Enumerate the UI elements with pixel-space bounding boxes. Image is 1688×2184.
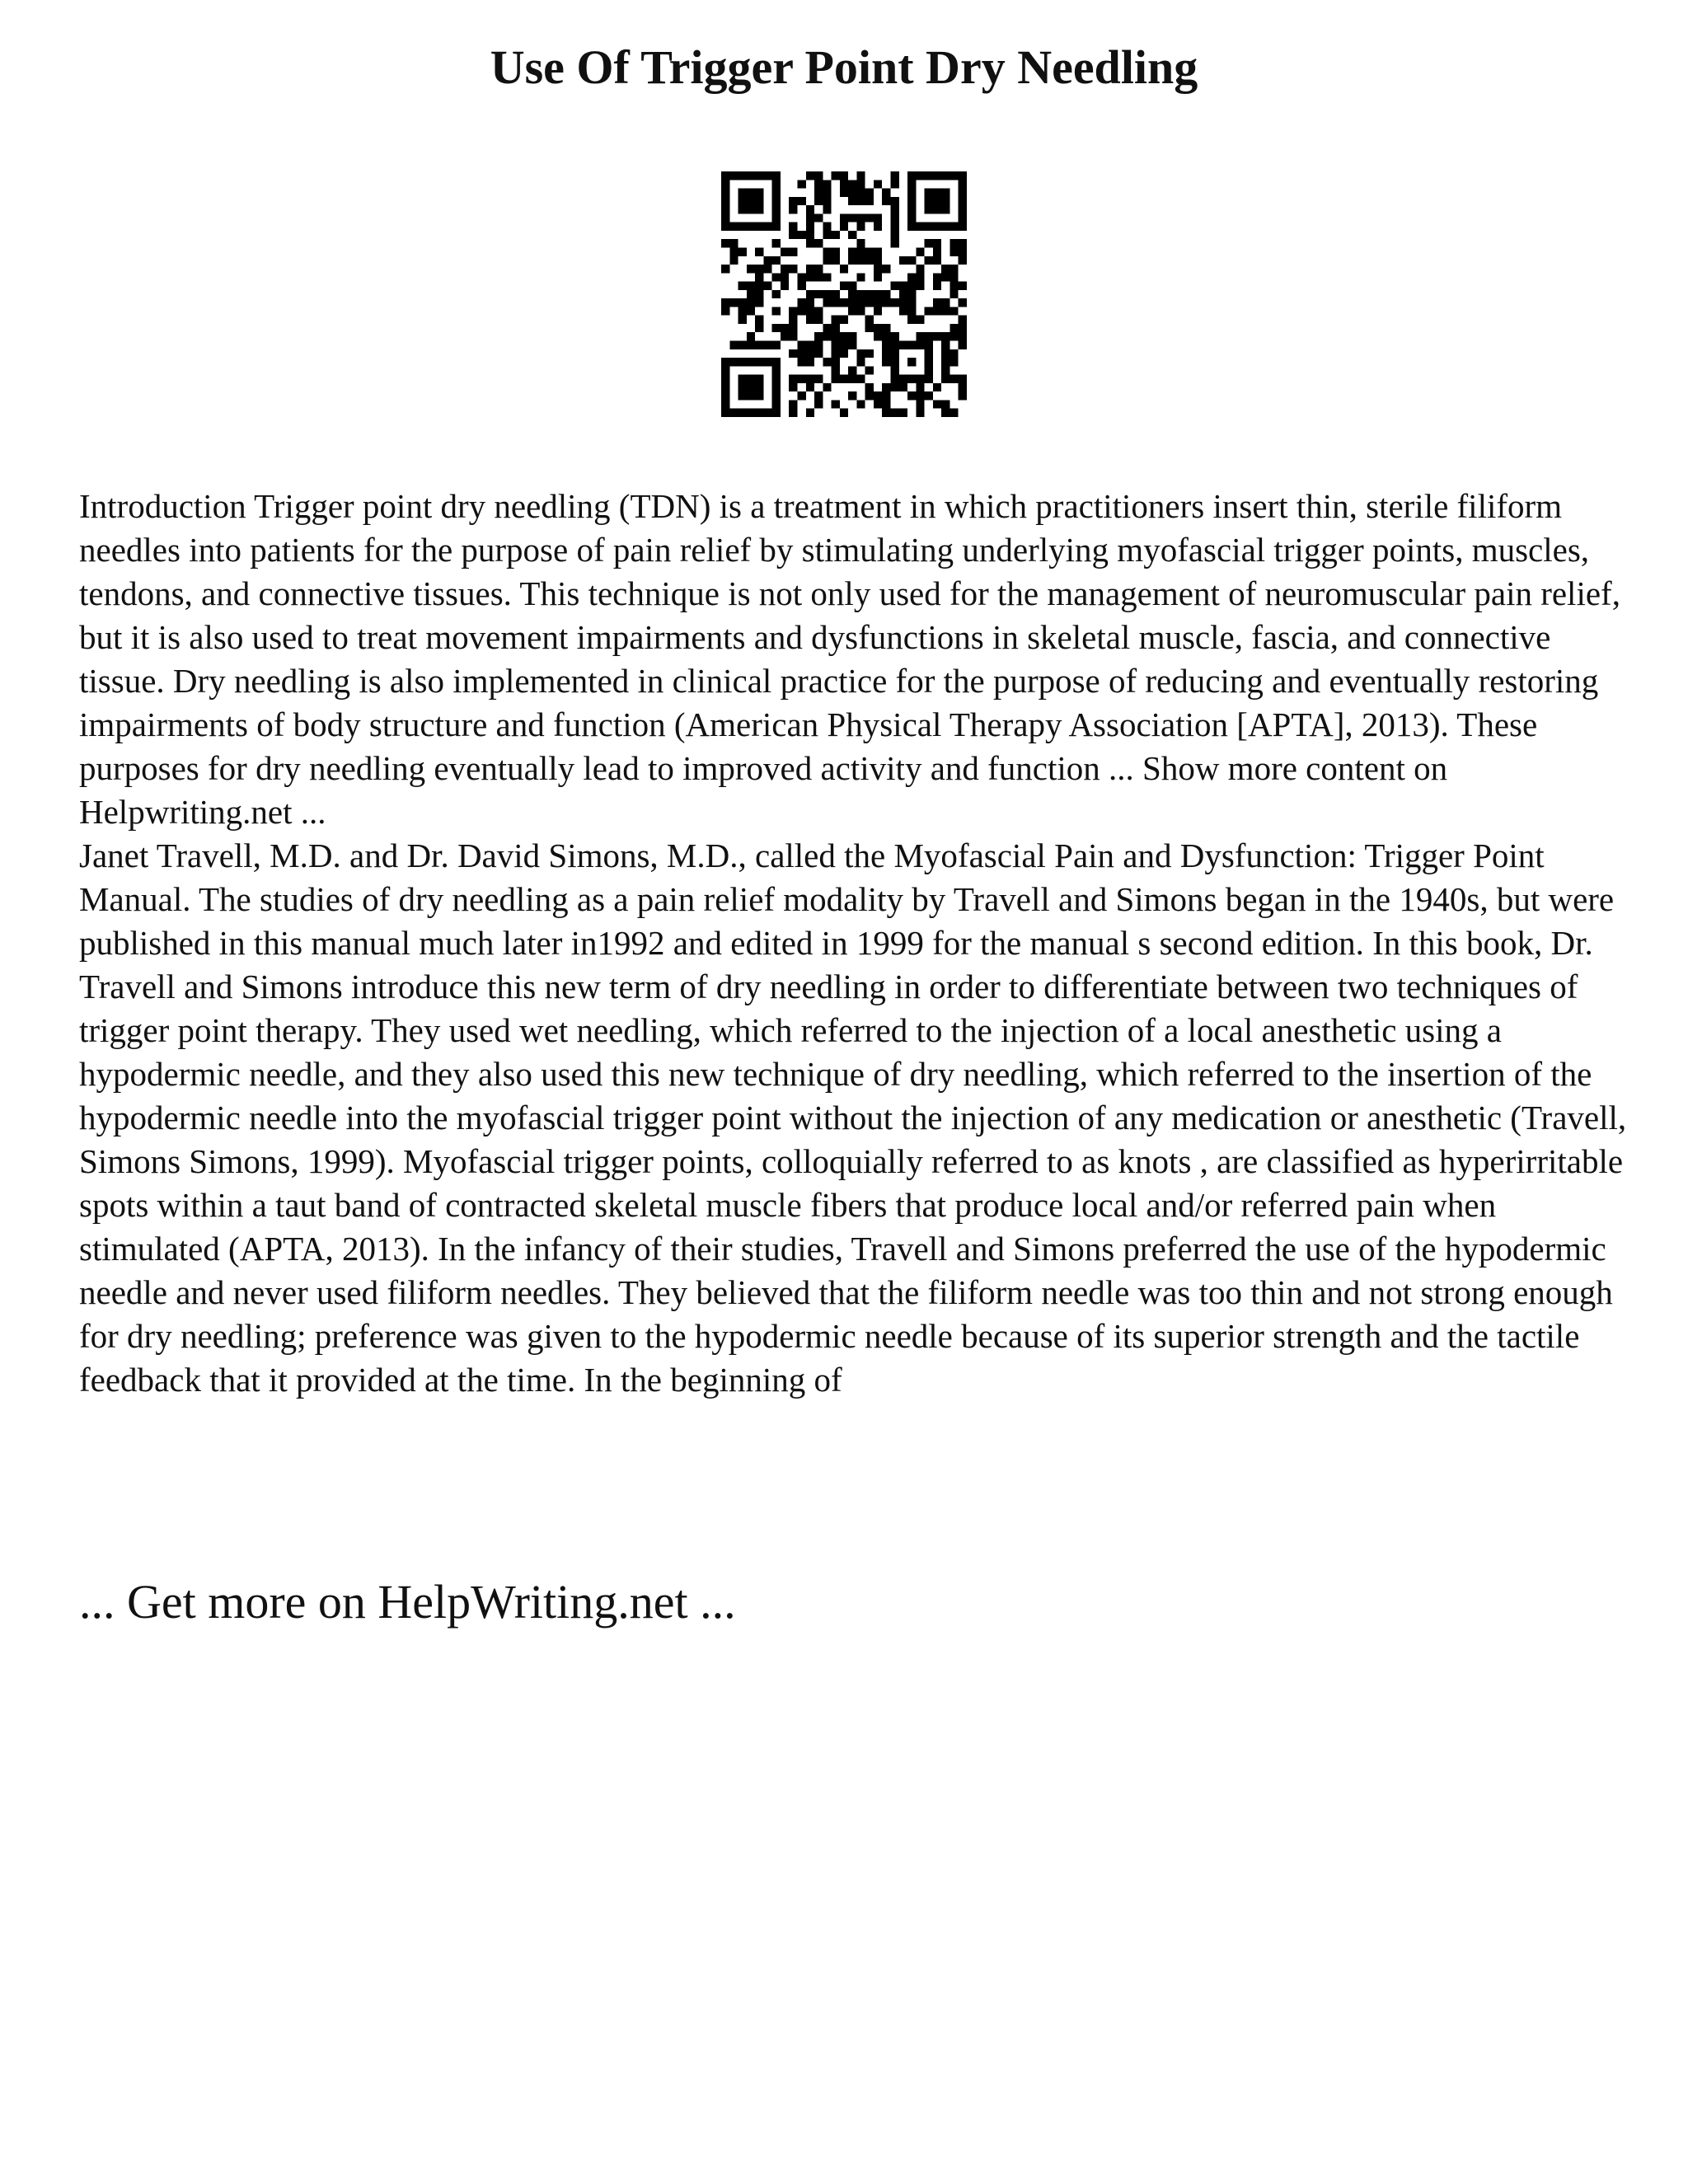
qr-code-graphic [721,171,967,417]
paragraph-history: Janet Travell, M.D. and Dr. David Simons, M.D., called the Myofascial Pain and Dysfunction: Trigger Point Manual. The studies of dry needling as a pain relief modality by Travell and Simons began in the 1940s, but were published in this manual much later in1992 and edited in 1999 for the manual s second edition. In this book, Dr. Travell and Simons introduce this new term of dry needling in order to differentiate between two techniques of trigger point therapy. They used wet needling, which referred to the injection of a local anesthetic using a hypodermic needle, and they also used this new technique of dry needling, which referred to the insertion of the hypodermic needle into the myofascial trigger point without the injection of any medication or anesthetic (Travell, Simons Simons, 1999). Myofascial trigger points, colloquially referred to as knots , are classified as hyperirritable spots within a taut band of contracted skeletal muscle fibers that produce local and/or referred pain when stimulated (APTA, 2013). In the infancy of their studies, Travell and Simons preferred the use of the hypodermic needle and never used filiform needles. They believed that the filiform needle was too thin and not strong enough for dry needling; preference was given to the hypodermic needle because of its superior strength and the tactile feedback that it provided at the time. In the beginning of [79,837,1627,1399]
page-title: Use Of Trigger Point Dry Needling [490,40,1198,94]
paragraph-intro: Introduction Trigger point dry needling (TDN) is a treatment in which practitioners insert thin, sterile filiform needles into patients for the purpose of pain relief by stimulating underlying myofascial trigger points, muscles, tendons, and connective tissues. This technique is not only used for the management of neuromuscular pain relief, but it is also used to treat movement impairments and dysfunctions in skeletal muscle, fascia, and connective tissue. Dry needling is also implemented in clinical practice for the purpose of reducing and eventually restoring impairments of body structure and function (American Physical Therapy Association [APTA], 2013). These purposes for dry needling eventually lead to improved activity and function ... Show more content on Helpwriting.net ... [79,487,1620,831]
article-body [79,485,1629,1402]
qr-code-icon [721,171,967,417]
get-more-link[interactable]: ... Get more on HelpWriting.net ... [79,1575,736,1629]
